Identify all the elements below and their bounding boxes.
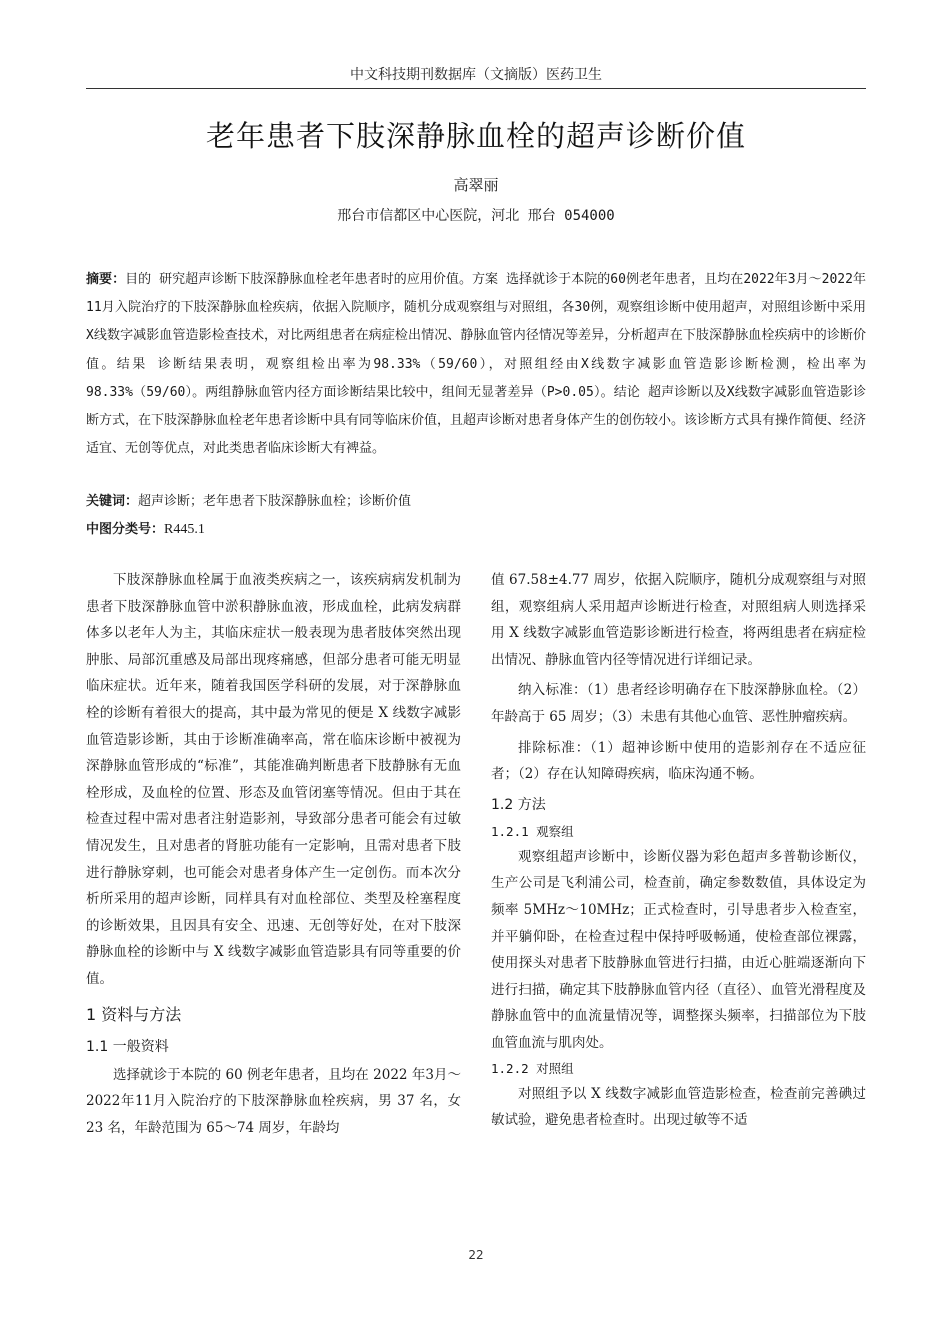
exclusion-criteria: 排除标准：（1）超神诊断中使用的造影剂存在不适应征者；（2）存在认知障碍疾病，临床沟通不畅。 <box>491 739 866 783</box>
general-info-continued: 值 67.58±4.77 周岁，依据入院顺序，随机分成观察组与对照组，观察组病人采用超声诊断进行检查，对照组病人则选择采用 X 线数字减影血管造影诊断进行检查，将两组患者在病症检出情况、静脉血管内径等情况进行详细记录。 <box>491 572 866 668</box>
page-number: 22 <box>468 1248 484 1262</box>
abstract <box>86 266 866 463</box>
clc-label: 中图分类号： <box>86 522 165 537</box>
subsection-heading-1-2: 1.2 方法 <box>491 796 546 813</box>
subsection-heading-1-2-1: 1.2.1 观察组 <box>491 823 574 839</box>
left-column <box>86 567 461 1141</box>
section-heading-1: 1 资料与方法 <box>86 1004 182 1024</box>
article-title: 老年患者下肢深静脉血栓的超声诊断价值 <box>205 119 746 153</box>
article-author: 高翠丽 <box>453 176 499 194</box>
subsection-heading-1-2-2: 1.2.2 对照组 <box>491 1060 574 1076</box>
subsection-heading-1-1: 1.1 一般资料 <box>86 1038 169 1055</box>
abstract-text: 目的 研究超声诊断下肢深静脉血栓老年患者时的应用价值。方案 选择就诊于本院的60例老年患者，且均在2022年3月～2022年11月入院治疗的下肢深静脉血栓疾病，依据入院顺序，随机分成观察组与对照组，各30例，观察组诊断中使用超声，对照组诊断中采用X线数字减影血管造影检查技术，对比两组患者在病症检出情况、静脉血管内径情况等差异，分析超声在下肢深静脉血栓疾病中的诊断价值。结果 诊断结果表明，观察组检出率为98.33%（59/60），对照组经由X线数字减影血管造影诊断检测，检出率为98.33%（59/60）。两组静脉血管内径方面诊断结果比较中，组间无显著差异（P>0.05）。结论 超声诊断以及X线数字减影血管造影诊断方式，在下肢深静脉血栓老年患者诊断中具有同等临床价值，且超声诊断对患者身体产生的创伤较小。该诊断方式具有操作简便、经济适宜、无创等优点，对此类患者临床诊断大有裨益。 <box>86 272 867 457</box>
clc-value: R445.1 <box>164 522 205 537</box>
keywords-label: 关键词： <box>86 494 139 509</box>
keywords <box>86 490 866 509</box>
classification-number <box>86 518 866 538</box>
general-info-paragraph: 选择就诊于本院的 60 例老年患者，且均在 2022 年3月～2022年11月入院治疗的下肢深静脉血栓疾病，男 37 名，女 23 名，年龄范围为 65～74 周岁，年龄均 <box>86 1066 461 1136</box>
right-column <box>491 567 866 1134</box>
inclusion-criteria: 纳入标准：（1）患者经诊明确存在下肢深静脉血栓。（2）年龄高于 65 周岁；（3）未患有其他心血管、恶性肿瘤疾病。 <box>491 682 866 725</box>
journal-header: 中文科技期刊数据库（文摘版）医药卫生 <box>350 67 602 83</box>
keywords-text: 超声诊断；老年患者下肢深静脉血栓；诊断价值 <box>138 494 412 509</box>
abstract-label: 摘要： <box>86 272 126 287</box>
header-divider <box>86 88 866 89</box>
article-affiliation: 邢台市信都区中心医院，河北 邢台 054000 <box>337 208 615 224</box>
control-group-paragraph: 对照组予以 X 线数字减影血管造影检查，检查前完善碘过敏试验，避免患者检查时。出现过敏等不适 <box>491 1085 866 1129</box>
observation-group-paragraph: 观察组超声诊断中，诊断仪器为彩色超声多普勒诊断仪，生产公司是飞利浦公司，检查前，确定参数数值，具体设定为频率 5MHz～10MHz；正式检查时，引导患者步入检查室，并平躺仰卧，在检查过程中保持呼吸畅通，使检查部位裸露，使用探头对患者下肢静脉血管进行扫描，由近心脏端逐渐向下进行扫描，确定其下肢静脉血管内径（直径）、血管光滑程度及静脉血管中的血流量情况等，调整探头频率，扫描部位为下肢血管血流与肌肉处。 <box>491 848 866 1051</box>
intro-paragraph: 下肢深静脉血栓属于血液类疾病之一，该疾病病发机制为患者下肢深静脉血管中淤积静脉血液，形成血栓，此病发病群体多以老年人为主，其临床症状一般表现为患者肢体突然出现肿胀、局部沉重感及局部出现疼痛感，但部分患者可能无明显临床症状。近年来，随着我国医学科研的发展，对于深静脉血栓的诊断有着很大的提高，其中最为常见的便是 X 线数字减影血管造影诊断，其由于诊断准确率高，常在临床诊断中被视为深静脉血管形成的“标准”，其能准确判断患者下肢静脉有无血栓形成，及血栓的位置、形态及血管闭塞等情况。但由于其在检查过程中需对患者注射造影剂，导致部分患者可能会有过敏情况发生，且对患者的肾脏功能有一定影响，且需对患者下肢进行静脉穿刺，也可能会对患者身体产生一定创伤。而本次分析所采用的超声诊断，同样具有对血栓部位、类型及栓塞程度的诊断效果，且因具有安全、迅速、无创等好处，在对下肢深静脉血栓的诊断中与 X 线数字减影血管造影具有同等重要的价值。 <box>86 572 461 987</box>
